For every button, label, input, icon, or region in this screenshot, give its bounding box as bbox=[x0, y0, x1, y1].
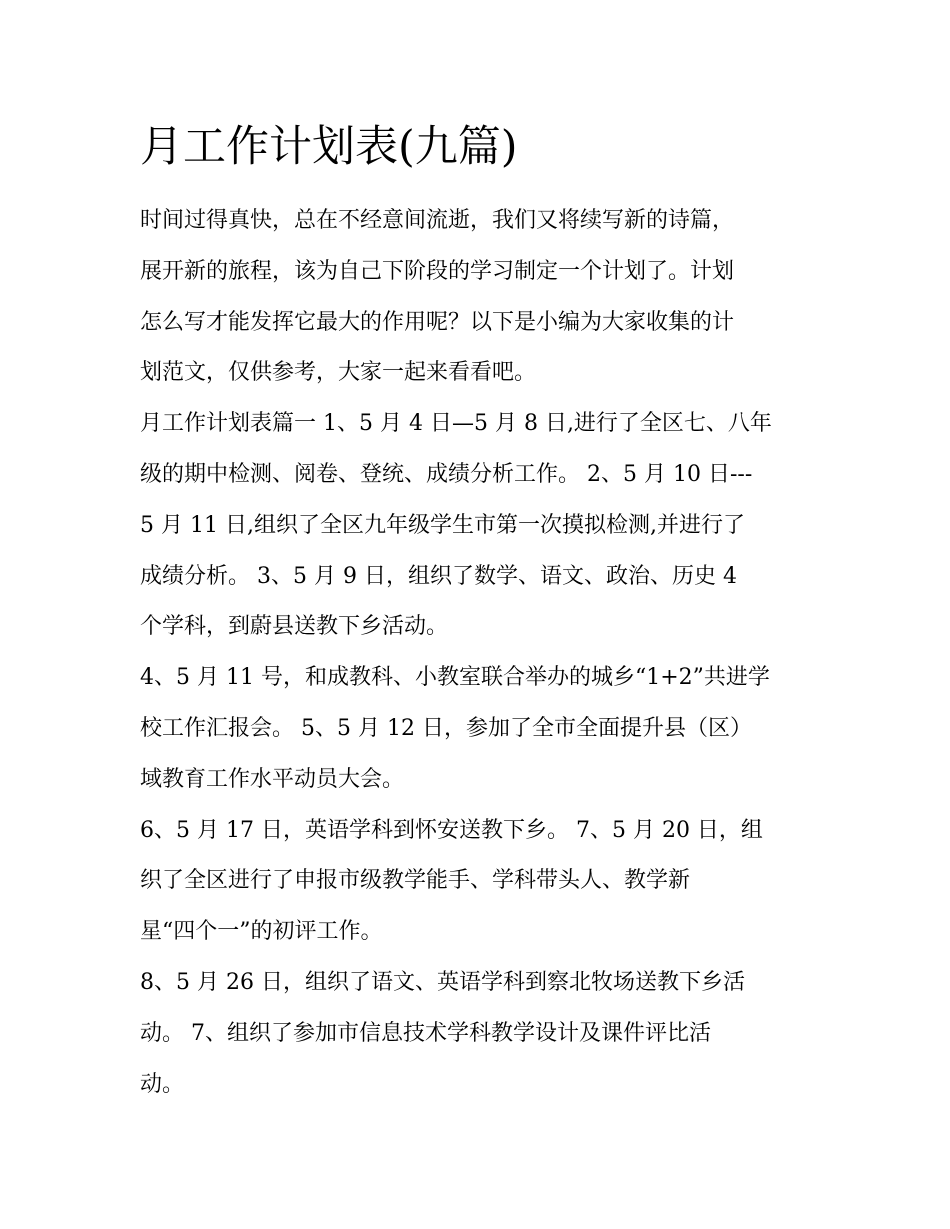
text-line: 级的期中检测、阅卷、登统、成绩分析工作。 2、5 月 10 日--- bbox=[140, 461, 753, 487]
text-line: 展开新的旅程，该为自己下阶段的学习制定一个计划了。计划 bbox=[140, 258, 735, 284]
paragraph-items-8 bbox=[140, 958, 812, 1110]
text-line: 8、5 月 26 日，组织了语文、英语学科到察北牧场送教下乡活 bbox=[140, 969, 745, 995]
text-line: 校工作汇报会。 5、5 月 12 日，参加了全市全面提升县（区） bbox=[140, 715, 752, 741]
text-line: 5 月 11 日,组织了全区九年级学生市第一次摸拟检测,并进行了 bbox=[140, 512, 745, 538]
text-line: 4、5 月 11 号，和成教科、小教室联合举办的城乡“1+2”共进学 bbox=[140, 665, 770, 691]
text-line: 星“四个一”的初评工作。 bbox=[140, 919, 383, 945]
paragraph-plan-one bbox=[140, 399, 812, 653]
paragraph-items-4-5 bbox=[140, 653, 812, 805]
text-line: 成绩分析。 3、5 月 9 日，组织了数学、语文、政治、历史 4 bbox=[140, 563, 737, 589]
text-line: 动。 7、组织了参加市信息技术学科教学设计及课件评比活 bbox=[140, 1020, 711, 1046]
text-line: 月工作计划表篇一 1、5 月 4 日—5 月 8 日,进行了全区七、八年 bbox=[140, 411, 772, 437]
text-line: 6、5 月 17 日，英语学科到怀安送教下乡。 7、5 月 20 日，组 bbox=[140, 817, 763, 843]
text-line: 个学科，到蔚县送教下乡活动。 bbox=[140, 614, 449, 640]
text-line: 域教育工作水平动员大会。 bbox=[140, 766, 405, 792]
document-title: 月工作计划表(九篇) bbox=[140, 122, 518, 172]
text-line: 时间过得真快，总在不经意间流逝，我们又将续写新的诗篇， bbox=[140, 208, 735, 233]
text-line: 怎么写才能发挥它最大的作用呢？以下是小编为大家收集的计 bbox=[140, 309, 735, 335]
text-line: 动。 bbox=[140, 1071, 185, 1097]
paragraph-items-6-7 bbox=[140, 806, 812, 958]
text-line: 划范文，仅供参考，大家一起来看看吧。 bbox=[140, 360, 537, 386]
document-body bbox=[140, 196, 812, 1110]
text-line: 织了全区进行了申报市级教学能手、学科带头人、教学新 bbox=[140, 868, 691, 894]
paragraph-intro bbox=[140, 196, 812, 399]
